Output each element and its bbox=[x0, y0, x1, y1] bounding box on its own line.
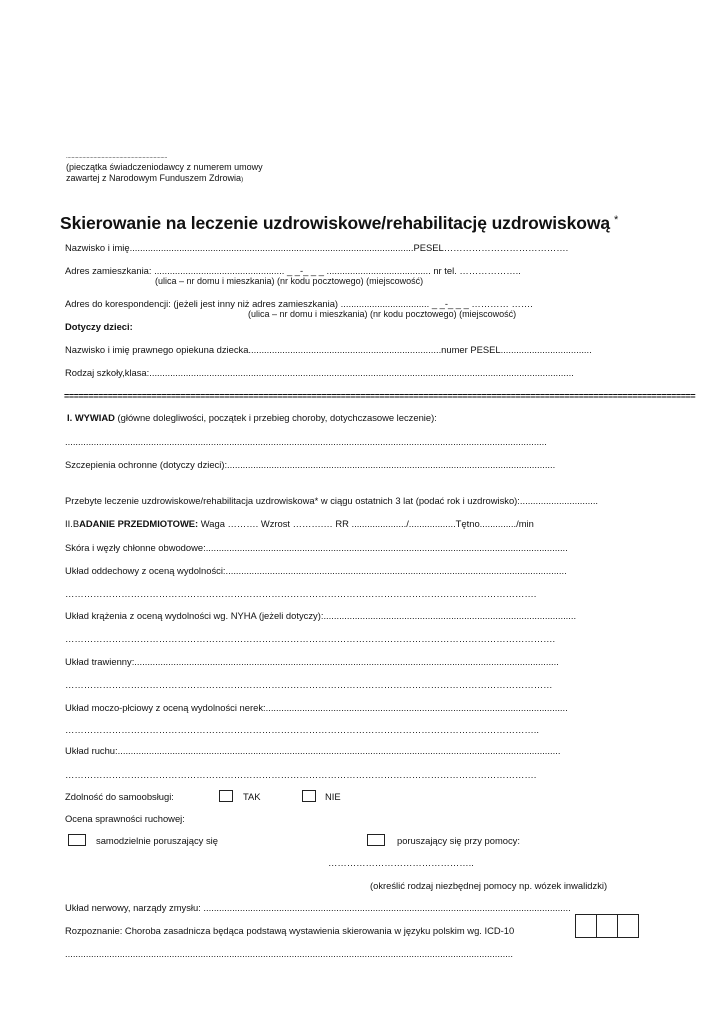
correspondence-address-field[interactable]: Adres do korespondencji: (jeżeli jest inny niż adres zamieszkania) .................................. _ _-_ _ _ ………… ……. bbox=[65, 298, 533, 309]
nervous-field[interactable]: Układ nerwowy, narządy zmysłu: ............................................................................................................................................. bbox=[65, 902, 571, 913]
separator-line: ================================================================================================================================== bbox=[64, 391, 696, 401]
selfcare-yes-label: TAK bbox=[243, 791, 261, 802]
vaccines-field[interactable]: Szczepienia ochronne (dotyczy dzieci):.............................................................................................................................. bbox=[65, 459, 556, 470]
urogenital-continuation[interactable]: …………………………………………………………………………………………………………………………………….. bbox=[65, 724, 539, 735]
address-sublabels: (ulica – nr domu i mieszkania) (nr kodu pocztowego) (miejscowość) bbox=[155, 276, 424, 286]
digestive-field[interactable]: Układ trawienny:................................................................................................................................................................... bbox=[65, 656, 559, 667]
address-field[interactable]: Adres zamieszkania: .................................................. _ _-_ _ _ ........................................ nr tel. ……………….. bbox=[65, 265, 521, 276]
respiratory-continuation[interactable]: ……………………………………………………………………………………………………………………………………. bbox=[65, 588, 537, 599]
interview-heading: I. WYWIAD (główne dolegliwości, początek i przebieg choroby, dotychczasowe leczenie): bbox=[67, 412, 437, 423]
aid-type-field[interactable]: ……………………………………….. bbox=[328, 857, 474, 868]
name-pesel-field[interactable]: Nazwisko i imię.............................................................................................................PESEL…………………………………. bbox=[65, 242, 569, 253]
mobility-self-checkbox[interactable] bbox=[68, 834, 86, 846]
digestive-continuation[interactable]: ………………………………………………………………………………………………………………………………………… bbox=[65, 679, 553, 690]
selfcare-no-label: NIE bbox=[325, 791, 341, 802]
diagnosis-label: Rozpoznanie: Choroba zasadnicza będąca podstawą wystawienia skierowania w języku polskim wg. ICD-10 bbox=[65, 925, 515, 936]
skin-field[interactable]: Skóra i węzły chłonne obwodowe:........................................................................................................................................... bbox=[65, 542, 568, 553]
selfcare-yes-checkbox[interactable] bbox=[219, 790, 233, 802]
children-heading: Dotyczy dzieci: bbox=[65, 321, 133, 332]
icd10-box-1[interactable] bbox=[576, 915, 596, 937]
movement-continuation[interactable]: ……………………………………………………………………………………………………………………………………. bbox=[65, 769, 537, 780]
circulatory-continuation[interactable]: …………………………………………………………………………………………………………………………………………. bbox=[65, 633, 556, 644]
previous-treatment-field[interactable]: Przebyte leczenie uzdrowiskowe/rehabilitacja uzdrowiskowa* w ciągu ostatnich 3 lat (podać rok i uzdrowisko):.............................. bbox=[65, 495, 599, 506]
document-title: Skierowanie na leczenie uzdrowiskowe/rehabilitację uzdrowiskową * bbox=[60, 213, 619, 233]
school-field[interactable]: Rodzaj szkoły,klasa:................................................................................................................................................................... bbox=[65, 367, 574, 378]
mobility-aided-checkbox[interactable] bbox=[367, 834, 385, 846]
urogenital-field[interactable]: Układ moczo-płciowy z oceną wydolności nerek:.................................................................................................................... bbox=[65, 702, 568, 713]
mobility-aided-label: poruszający się przy pomocy: bbox=[397, 835, 520, 846]
movement-field[interactable]: Układ ruchu:.......................................................................................................................................................................... bbox=[65, 745, 561, 756]
interview-field[interactable]: ......................................................................................................................................................................................... bbox=[65, 436, 547, 447]
respiratory-field[interactable]: Układ oddechowy z oceną wydolności:................................................................................................................................... bbox=[65, 565, 567, 576]
circulatory-field[interactable]: Układ krążenia z oceną wydolności wg. NYHA (jeżeli dotyczy):................................................................................................. bbox=[65, 610, 577, 621]
correspondence-sublabels: (ulica – nr domu i mieszkania) (nr kodu pocztowego) (miejscowość) bbox=[248, 309, 517, 319]
mobility-self-label: samodzielnie poruszający się bbox=[96, 835, 218, 846]
icd10-box-3[interactable] bbox=[617, 915, 638, 937]
aid-type-note: (określić rodzaj niezbędnej pomocy np. wózek inwalidzki) bbox=[370, 880, 608, 891]
exam-heading[interactable]: II.BADANIE PRZEDMIOTOWE: Waga ………. Wzrost ……….… RR ...................../..................Tętno............../min bbox=[65, 518, 534, 529]
guardian-field[interactable]: Nazwisko i imię prawnego opiekuna dziecka..........................................................................numer PESEL................................... bbox=[65, 344, 592, 355]
icd10-code-boxes[interactable] bbox=[575, 914, 639, 938]
selfcare-label: Zdolność do samoobsługi: bbox=[65, 791, 174, 802]
icd10-box-2[interactable] bbox=[596, 915, 617, 937]
stamp-caption-line1: (pieczątka świadczeniodawcy z numerem umowy bbox=[66, 162, 263, 172]
selfcare-no-checkbox[interactable] bbox=[302, 790, 316, 802]
diagnosis-field[interactable]: ............................................................................................................................................................................ bbox=[65, 948, 514, 959]
mobility-label: Ocena sprawności ruchowej: bbox=[65, 813, 185, 824]
stamp-dots: .......................................................................... bbox=[66, 154, 168, 160]
stamp-caption-line2: zawartej z Narodowym Funduszem Zdrowia) bbox=[66, 173, 244, 183]
